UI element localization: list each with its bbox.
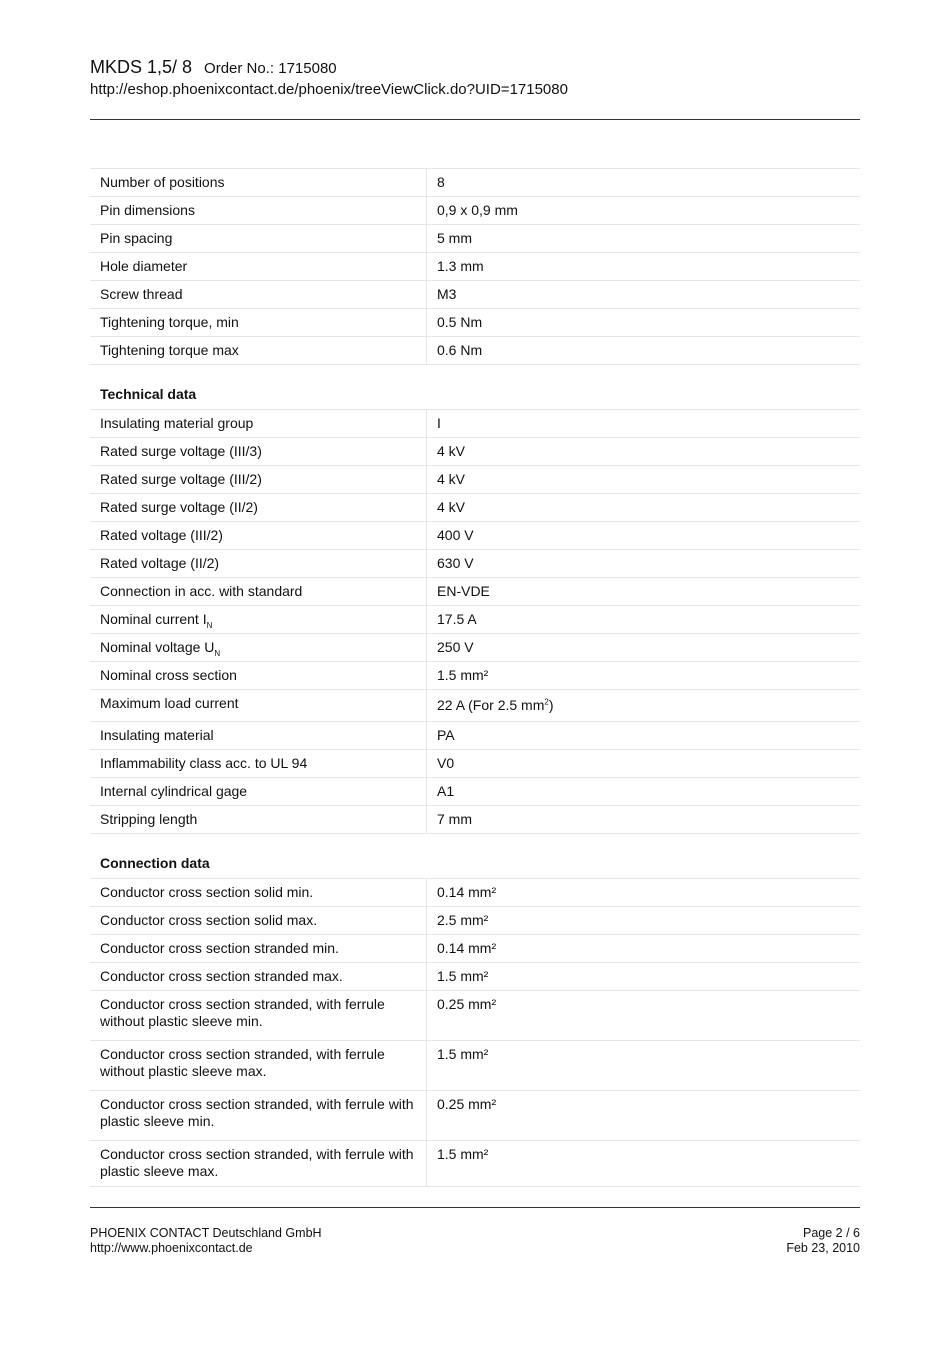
table-row — [90, 309, 860, 337]
company-name: PHOENIX CONTACT Deutschland GmbH — [90, 1226, 322, 1240]
row-value: A1 — [427, 778, 861, 806]
row-label: Inflammability class acc. to UL 94 — [90, 750, 427, 778]
table-row — [90, 1141, 860, 1187]
row-value: 4 kV — [427, 494, 861, 522]
order-number: Order No.: 1715080 — [204, 60, 337, 77]
connection-table — [90, 878, 860, 1187]
row-value: 1.5 mm² — [427, 1041, 861, 1091]
row-value: 8 — [427, 169, 861, 197]
subscript: N — [214, 648, 221, 658]
row-label: Conductor cross section stranded, with ferrule without plastic sleeve min. — [90, 991, 427, 1041]
row-label: Stripping length — [90, 806, 427, 834]
row-label: Conductor cross section stranded, with ferrule with plastic sleeve min. — [90, 1091, 427, 1141]
superscript: 2 — [544, 697, 549, 707]
nominal-current-label: Nominal current I — [100, 611, 207, 627]
row-value — [427, 690, 861, 722]
table-row — [90, 806, 860, 834]
row-label: Tightening torque, min — [90, 309, 427, 337]
max-load-value-end: ) — [548, 697, 554, 713]
page-number: Page 2 / 6 — [803, 1226, 860, 1240]
row-value: 0.14 mm² — [427, 879, 861, 907]
row-label: Nominal cross section — [90, 662, 427, 690]
table-row — [90, 522, 860, 550]
row-value: 5 mm — [427, 225, 861, 253]
table-row — [90, 494, 860, 522]
spec-content — [90, 168, 860, 1187]
row-label: Conductor cross section solid min. — [90, 879, 427, 907]
row-label: Pin spacing — [90, 225, 427, 253]
table-row — [90, 879, 860, 907]
row-label: Conductor cross section solid max. — [90, 907, 427, 935]
row-value: 0,9 x 0,9 mm — [427, 197, 861, 225]
table-row — [90, 337, 860, 365]
technical-table — [90, 409, 860, 834]
row-label: Number of positions — [90, 169, 427, 197]
footer-divider — [90, 1207, 860, 1208]
row-value: 0.6 Nm — [427, 337, 861, 365]
row-label: Rated voltage (III/2) — [90, 522, 427, 550]
row-label: Connection in acc. with standard — [90, 578, 427, 606]
table-row — [90, 466, 860, 494]
title-line — [90, 56, 860, 80]
section-title-connection: Connection data — [100, 855, 210, 871]
row-label: Conductor cross section stranded min. — [90, 935, 427, 963]
row-value: 630 V — [427, 550, 861, 578]
row-value: 2.5 mm² — [427, 907, 861, 935]
header-divider — [90, 119, 860, 120]
row-label: Insulating material — [90, 722, 427, 750]
row-value: 17.5 A — [427, 606, 861, 634]
row-label: Insulating material group — [90, 410, 427, 438]
row-value: 1.5 mm² — [427, 1141, 861, 1187]
row-value: 0.25 mm² — [427, 991, 861, 1041]
row-label: Hole diameter — [90, 253, 427, 281]
table-row — [90, 963, 860, 991]
row-label — [90, 606, 427, 634]
product-name: MKDS 1,5/ 8 — [90, 57, 193, 77]
print-date: Feb 23, 2010 — [786, 1241, 860, 1255]
row-value: 1.3 mm — [427, 253, 861, 281]
section-title-technical: Technical data — [100, 386, 197, 402]
page-header — [90, 56, 860, 100]
row-value: 0.14 mm² — [427, 935, 861, 963]
row-value: 7 mm — [427, 806, 861, 834]
row-value: 1.5 mm² — [427, 963, 861, 991]
table-row — [90, 722, 860, 750]
table-row — [90, 225, 860, 253]
row-value: 400 V — [427, 522, 861, 550]
row-label: Maximum load current — [90, 690, 427, 722]
row-value: 0.25 mm² — [427, 1091, 861, 1141]
footer-right — [786, 1226, 860, 1256]
table-row — [90, 662, 860, 690]
row-label: Rated surge voltage (III/2) — [90, 466, 427, 494]
table-row — [90, 281, 860, 309]
row-value: I — [427, 410, 861, 438]
row-value: 1.5 mm² — [427, 662, 861, 690]
row-value: 0.5 Nm — [427, 309, 861, 337]
table-row — [90, 750, 860, 778]
table-row — [90, 935, 860, 963]
subscript: N — [206, 620, 213, 630]
row-label: Rated surge voltage (III/3) — [90, 438, 427, 466]
row-label: Rated voltage (II/2) — [90, 550, 427, 578]
row-label: Conductor cross section stranded, with ferrule without plastic sleeve max. — [90, 1041, 427, 1091]
nominal-voltage-label: Nominal voltage U — [100, 639, 215, 655]
row-label — [90, 634, 427, 662]
row-value: 4 kV — [427, 438, 861, 466]
row-label: Rated surge voltage (II/2) — [90, 494, 427, 522]
row-value: 250 V — [427, 634, 861, 662]
product-url[interactable]: http://eshop.phoenixcontact.de/phoenix/treeViewClick.do?UID=1715080 — [90, 81, 568, 98]
table-row — [90, 991, 860, 1041]
table-row — [90, 253, 860, 281]
table-row — [90, 690, 860, 722]
row-value: M3 — [427, 281, 861, 309]
company-website[interactable]: http://www.phoenixcontact.de — [90, 1241, 253, 1255]
footer-left — [90, 1226, 322, 1256]
row-label: Conductor cross section stranded, with ferrule with plastic sleeve max. — [90, 1141, 427, 1187]
table-row — [90, 1091, 860, 1141]
row-label: Tightening torque max — [90, 337, 427, 365]
max-load-value: 22 A (For 2.5 mm — [437, 697, 545, 713]
table-row — [90, 197, 860, 225]
table-row — [90, 907, 860, 935]
table-row — [90, 578, 860, 606]
row-value: V0 — [427, 750, 861, 778]
table-row — [90, 438, 860, 466]
row-label: Pin dimensions — [90, 197, 427, 225]
row-label: Screw thread — [90, 281, 427, 309]
general-table — [90, 168, 860, 365]
row-value: 4 kV — [427, 466, 861, 494]
table-row — [90, 634, 860, 662]
row-label: Internal cylindrical gage — [90, 778, 427, 806]
row-label: Conductor cross section stranded max. — [90, 963, 427, 991]
table-row — [90, 1041, 860, 1091]
table-row — [90, 410, 860, 438]
row-value: PA — [427, 722, 861, 750]
row-value: EN-VDE — [427, 578, 861, 606]
table-row — [90, 606, 860, 634]
table-row — [90, 169, 860, 197]
table-row — [90, 778, 860, 806]
table-row — [90, 550, 860, 578]
